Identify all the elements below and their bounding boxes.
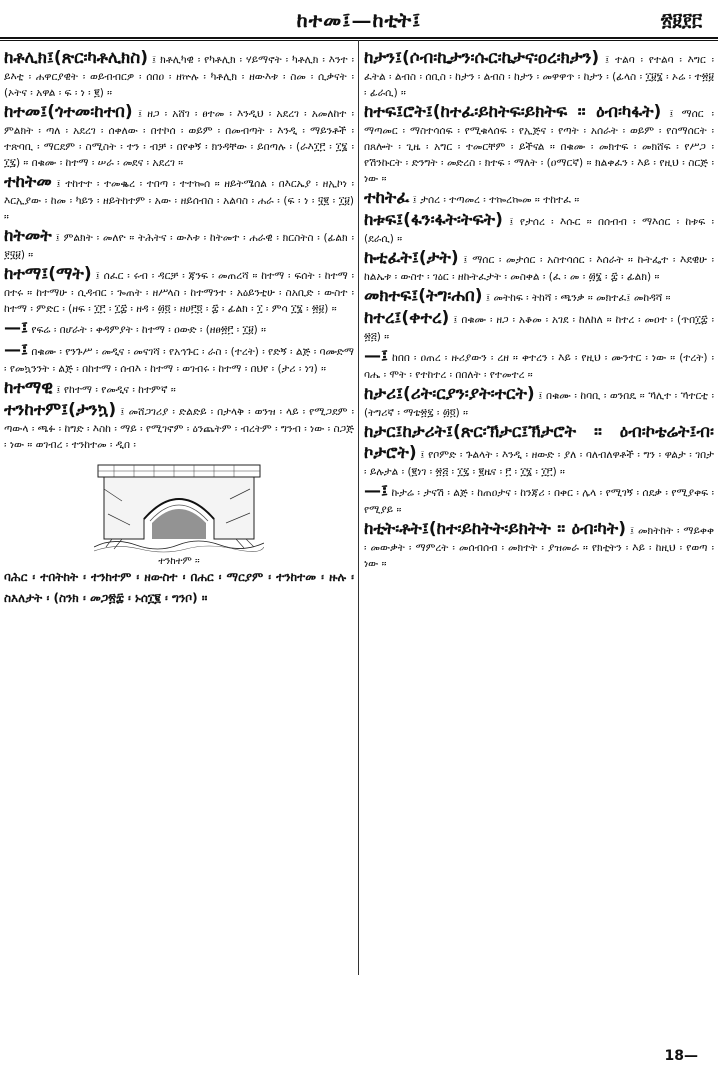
headword: —፤ xyxy=(364,346,388,366)
header-rule xyxy=(0,37,718,39)
headword: ከተማዊ xyxy=(4,378,53,398)
headword: —፤ xyxy=(4,318,28,338)
running-head: ከተመ፤—ከቲት፤ xyxy=(296,8,422,32)
headword: ኩቲፈት፤(ታት) xyxy=(364,248,459,268)
dictionary-entry xyxy=(4,340,354,377)
header-rule-thin xyxy=(0,40,718,41)
definition: ፤ መክትከት ፡ ማይቀቀ ፡ መውቃት ፡ ማምረት ፡ መሰብሰብ ፡ መክተት ፡ ያዝመራ ። የክቲትን ፡ እይ ፡ ከዚህ ፡ የወጣ ፡ ነው ። xyxy=(364,525,714,570)
figure-caption: ተንከተም ። xyxy=(158,556,200,567)
definition: ፤ የቦምድ ፡ ጉልላት ፡ እንዲ ፡ ዘውድ ፡ ያለ ፡ ባለብለዋቶች ፡ ግን ፡ ዋልታ ፡ ገበታ ፡ ይሉታል ፡ (፪ነገ ፡ ፳፭ ፡ ፲፯ ፡ ፪ዜና ፡ ፫ ፡ ፲፮ ፡ ፲፫) ። xyxy=(364,449,714,478)
dictionary-entry xyxy=(4,48,354,101)
headword: ከታን፤(ሶብ፡ኪታን፡ሱር፡ኬታና፡ዐረ፡ክታን) xyxy=(364,48,600,68)
definition: ፤ የከተማ ፡ የመዲና ፡ ከተምኛ ። xyxy=(56,384,176,396)
headword: መክተፍ፤(ትግ፡ሐበ) xyxy=(364,286,483,306)
definition: ከበበ ፡ ዐጠረ ፡ ዙሪያውን ፡ ረዘ ። ቀተረን ፡ እይ ፡ የዚህ ፡ ሙንተር ፡ ነው ። (ተረት) ፡ ባሔ ፡ ሞት ፡ የተከተረ ፡ በበለት ፡ የተመተረ ። xyxy=(364,352,714,381)
page-number: 18— xyxy=(664,1048,698,1064)
dictionary-entry xyxy=(4,264,354,317)
definition: ፤ ክቶሊካዊ ፡ የካቶሊክ ፡ ሃይማኖት ፡ ካቶሊክ ፡ እንተ ፡ ይእቲ ፡ ሐዋርያዊት ፡ ወይብብርዎ ፡ ሰበዐ ፡ ዘኵሉ ፡ ካቶሊክ ፡ ዘውእቱ ፡ ስመ ፡ ሲቃናት ፡ (ኦትና ፡ አዋል ፡ ፍ ፡ ነ ፡ ፪) ። xyxy=(4,54,354,99)
left-column xyxy=(4,48,354,978)
dictionary-entry xyxy=(364,422,714,480)
headword: ከተማ፤(ማት) xyxy=(4,264,92,284)
column-divider xyxy=(358,40,359,975)
definition: ፤ መሸጋገሪያ ፡ ድልድይ ፡ በታላቅ ፡ ወንዝ ፡ ላይ ፡ የሚጋደም ፡ ጣውላ ፡ ጫፉ ፡ ከግድ ፡ እስከ ፡ ማይ ፡ የሚገኖም ፡ ዕንጨትም ፡ ብረትም ፡ ግንብ ፡ ነው ፡ ስጋጅ ፡ ነው ። ወገብረ ፡ ተንከተመ ፡ ዲበ ፡ xyxy=(4,406,354,451)
definition: ፤ ተልባ ፡ የተልባ ፡ እግር ፡ ፈትል ፡ ልብስ ፡ ሰቢስ ፡ ከታን ፡ ልብስ ፡ ከታን ፡ መዋዋጥ ፡ ከታን ፡ (ፊላስ ፡ ፲፱፮ ፡ ኦሬ ፡ ተ፳፱ ፡ ፊራሲ) ። xyxy=(364,54,714,99)
definition: ፤ በቁሙ ፡ ከባቢ ፡ ወንበዴ ። ኻሊተ ፡ ኻተርቲ ፡ (ትግሪኛ ፡ ማቴ፳፯ ፡ ፴፬) ። xyxy=(364,390,714,419)
headword: ከትመት xyxy=(4,226,52,246)
headword: ተከትፈ xyxy=(364,188,410,208)
headword: ከታር፤ከታሪት፤(ጽር፡ኽታር፤ኽታሮት ። ዕብ፡ኮቴሬት፤ብ፡ኮታሮት) xyxy=(364,422,714,463)
dictionary-entry xyxy=(364,308,714,345)
headword: ተከትመ xyxy=(4,172,52,192)
dictionary-entry xyxy=(364,210,714,247)
definition: ፤ ታሰረ ፡ ተጣመረ ፡ ተኰረኰመ ። ተከተፈ ። xyxy=(412,194,580,206)
headword: ተንከተም፤(ታንኳ) xyxy=(4,400,117,420)
dictionary-entry xyxy=(364,248,714,285)
ethiopic-page-number: ፳፱፻፫ xyxy=(660,10,702,31)
dictionary-entry xyxy=(4,378,354,399)
page-header xyxy=(0,6,718,40)
headword: ከተፍ፤ሮት፤(ከተፈ፡ይከትፍ፡ይክትፍ ። ዕብ፡ካፋት) xyxy=(364,102,662,122)
headword: ከታሪ፤(ሪት፡ርያን፡ያት፡ተርት) xyxy=(364,384,535,404)
definition: በቁሙ ፡ የንጉሥ ፡ መዲና ፡ መናገሻ ፡ የአኅጉር ፡ ራስ ፡ (ተረት) ፡ የድኝ ፡ ልጅ ፡ ባሙድማ ፡ የመኳንንት ፡ ልጅ ፡ በከተማ ፡ ሰብእ ፡ ከተማ ፡ ወገብሩ ፡ ከተማ ፡ በህየ ፡ (ታሪ ፡ ነገ) ። xyxy=(4,346,354,375)
dictionary-entry xyxy=(364,346,714,383)
definition: ፤ ሰፈር ፡ ሩብ ፡ ዳርቻ ፡ ጃንፍ ፡ መጠረሻ ። ከተማ ፡ ፍሰት ፡ ከተማ ፡ በተሩ ። ከተማሁ ፡ ሲዳብር ፡ ጐጠት ፡ ዘሥላስ ፡ ከተማንተ ፡ አዕይንቲሁ ፡ ስአቢድ ፡ ውስተ ፡ ከተማ ፡ ምድር ፡ (ዘፍ ፡ ፲፫ ፡ ፲፰ ፡ ዘዳ ፡ ፴፬ ፡ ዘሀ፫፬ ፡ ፰ ፡ ፊልክ ፡ ፲ ፡ ምሳ ፲፮ ፡ ፳፱) ። xyxy=(4,270,354,315)
dictionary-entry xyxy=(364,481,714,518)
definition: ፤ ማሰር ፡ መታሰር ፡ አስተሳሰር ፡ እሰራት ። ኩትፌተ ፡ እደዊሁ ፡ ከልኤቱ ፡ ውስተ ፡ ገዕር ፡ ዘኩትፈታት ፡ መስቀል ፡ (ፈ ፡ መ ፡ ፴፮ ፡ ፰ ፡ ፊልክ) ። xyxy=(364,254,714,283)
right-column xyxy=(364,48,714,978)
dictionary-entry xyxy=(4,226,354,263)
definition: ፤ ምልክት ፡ መለዮ ። ትሕትና ፡ ውእቱ ፡ ከትመተ ፡ ሐራዊ ፡ ክርስትስ ፡ (ፊልክ ፡ ፻፶፱) ። xyxy=(4,232,354,261)
definition: የፍሬ ፡ በሆራት ፡ ቀዳምያት ፡ ከተማ ፡ ዐውድ ፡ (ዘፀ፳፫ ፡ ፲፱) ። xyxy=(31,324,266,336)
dictionary-entry-continuation xyxy=(4,567,354,609)
headword: ከቲት፡ቶት፤(ከተ፡ይከትት፡ይክትት ። ዕብ፡ካት) xyxy=(364,519,627,539)
dictionary-entry xyxy=(4,172,354,225)
dictionary-entry xyxy=(364,48,714,101)
definition: ኩታሬ ፡ ታናሽ ፡ ልጅ ፡ ከጠዐታና ፡ ከንጃሪ ፡ በቀር ፡ ሌላ ፡ የሚገኝ ፡ ሰደቃ ፡ የሚያቀፍ ፡ የሚያይ ። xyxy=(364,487,714,516)
headword: ከቶሊክ፤(ጽር፡ካቶሊክስ) xyxy=(4,48,148,68)
definition: ፤ ማሰር ፡ ማጣመር ፡ ማስተሳሰፍ ፡ የሚቁላሰፍ ፡ የኢጅና ፡ የጣት ፡ አሰራት ፡ ወይም ፡ የስማሰርት ፡ በጸሎት ፡ ጊዜ ፡ አግር ፡ ተመርቸም ፡ ይችናል ። በቁሙ ፡ መክተፍ ፡ መክሸፍ ፡ የሥጋ ፡ የሽንኩርት ፡ ድንግት ፡ መድረስ ፡ ክተፍ ፡ ማለት ፡ (ዐማርኛ) ። ክልቀፈን ፡ እይ ፡ የዚህ ፡ ስርጅ ፡ ነው ። xyxy=(364,108,714,185)
definition: ፤ በቁሙ ፡ ዘጋ ፡ አቆመ ፡ አገደ ፡ ከለከለ ። ከተረ ፡ መዐተ ፡ (ጥበ፲፰ ፡ ፳፭) ። xyxy=(364,314,714,343)
headword: —፤ xyxy=(4,340,28,360)
headword: —፤ xyxy=(364,481,388,501)
continuation-text: ባሕር ፡ ተበትከት ፡ ተንከተም ፡ ዘውስተ ፡ በሐር ፡ ማርያም ፡ ተንከተመ ፡ ዙሉ ፡ ስእለታት ፡ (ስንክ ፡ መጋ፳፰ ፡ ኑሰ፲፪ ፡ ግንቦ) ። xyxy=(4,570,354,605)
dictionary-entry xyxy=(4,102,354,171)
bridge-drawing xyxy=(94,459,264,554)
headword: ከተረ፤(ቀተረ) xyxy=(364,308,450,328)
bridge-illustration xyxy=(79,459,279,567)
headword: ከቱፍ፤(ፋን፡ፋት፡ትፍት) xyxy=(364,210,503,230)
headword: ከተመ፤(ጎተመ፡ከተበ) xyxy=(4,102,133,122)
definition: ፤ መትከፍ ፡ ትከሻ ፡ ጫንቃ ። መክተፈ፤ መከዳሻ ። xyxy=(485,292,671,304)
definition: ፤ የታሰረ ፡ እሱር ። በሰብብ ፡ ማእሰር ፡ ከቱፍ ፡ (ደራሲ) ። xyxy=(364,216,714,245)
dictionary-entry xyxy=(364,188,714,209)
dictionary-entry xyxy=(364,519,714,572)
dictionary-entry xyxy=(4,400,354,453)
definition: ፤ ዘጋ ፡ አሸገ ፡ ፀተመ ፡ እንዲህ ፡ አደረገ ፡ አመለከተ ፡ ምልክት ፡ ጣለ ፡ አደረገ ፡ ሰቀለው ፡ በተኮሰ ፡ ወይም ፡ በመብጣት ፡ እንዲ ፡ ማይንቶች ፡ ተጽባቢ ፡ ማርደም ፡ ስሚስት ፡ ተን ፡ ብቻ ፡ በየቀኝ ፡ ክንዳቸው ፡ ይበጣሉ ፡ (ራእ፲፫ ፡ ፲፮ ፡ ፲፯) ። በቁሙ ፡ ከተማ ፡ ሠራ ፡ መደና ፡ አደረገ ። xyxy=(4,108,354,169)
dictionary-entry xyxy=(364,384,714,421)
dictionary-entry xyxy=(364,286,714,307)
definition: ፤ ተከተተ ፡ ተመቈረ ፡ ተበጣ ፡ ተተኰሰ ። ዘይትሜሰል ፡ በእርኤያ ፡ ዘኢኮነ ፡ እርኢያው ፡ ከመ ፡ ካይን ፡ ዘይትከተም ፡ አው ፡ ዘይሰብስ ፡ አልባስ ፡ ሐራ ፡ (ፍ ፡ ነ ፡ ፶፪ ፡ ፲፱) ። xyxy=(4,178,354,223)
dictionary-entry xyxy=(4,318,354,339)
dictionary-entry xyxy=(364,102,714,187)
